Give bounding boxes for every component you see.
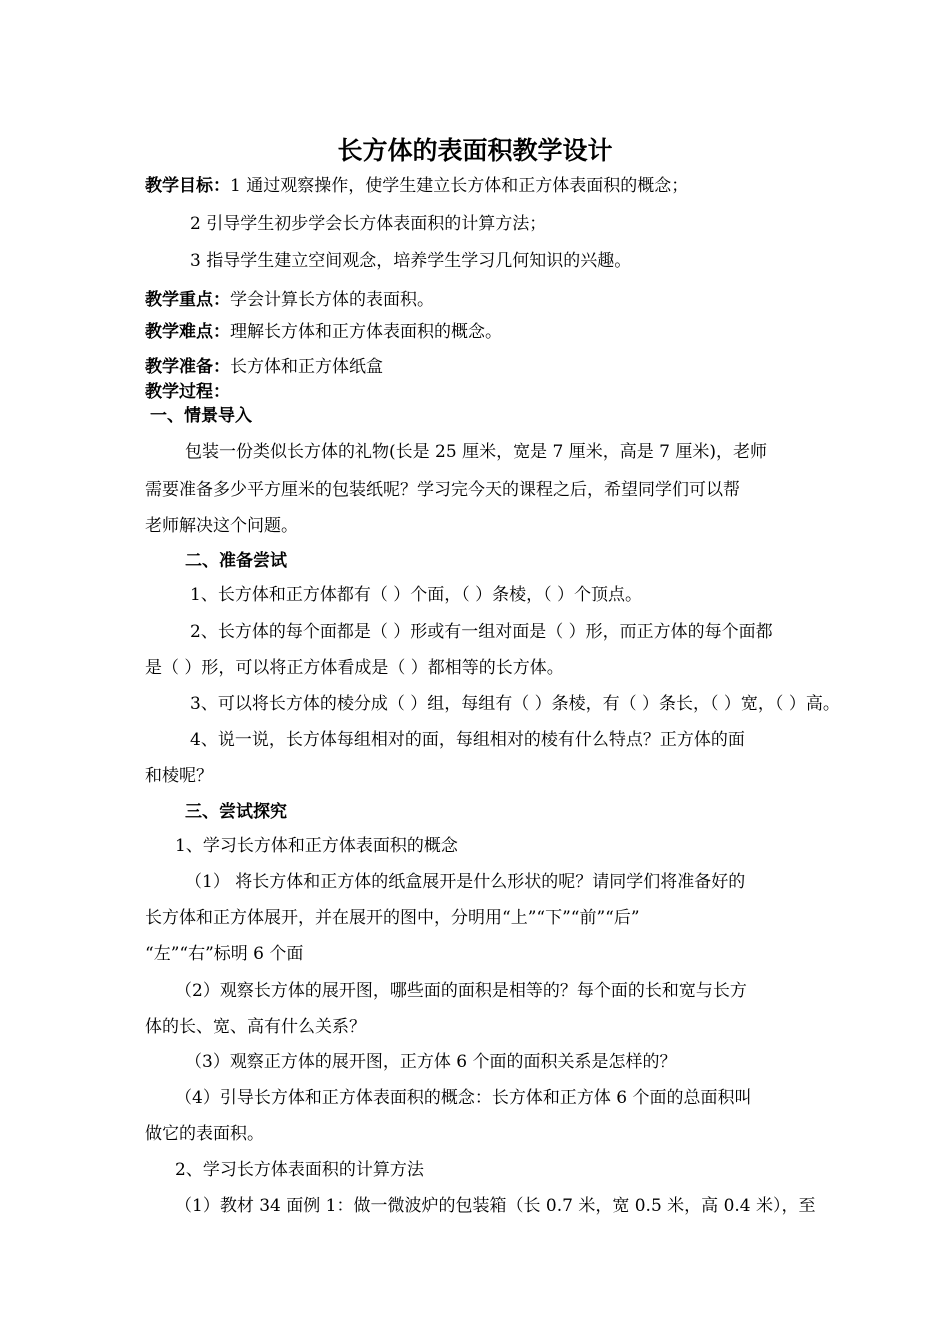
section-1-paragraph-line-1: 包装一份类似长方体的礼物(长是 25 厘米，宽是 7 厘米，高是 7 厘米)，老师 xyxy=(185,442,767,462)
section-3-item-4-line-1: （4）引导长方体和正方体表面积的概念：长方体和正方体 6 个面的总面积叫 xyxy=(175,1088,752,1108)
difficulty-label: 教学难点： xyxy=(145,322,230,342)
objectives-item-2: 2 引导学生初步学会长方体表面积的计算方法； xyxy=(190,214,547,234)
section-3-item-2-line-2: 体的长、宽、高有什么关系？ xyxy=(145,1017,366,1037)
difficulty-line xyxy=(145,320,502,344)
section-3-example-1: （1）教材 34 面例 1：做一微波炉的包装箱（长 0.7 米，宽 0.5 米，高 0.4 米），至 xyxy=(175,1196,816,1216)
key-point-text: 学会计算长方体的表面积。 xyxy=(230,290,434,310)
section-3-subheading-2: 2、学习长方体表面积的计算方法 xyxy=(175,1160,424,1180)
section-3-item-3: （3）观察正方体的展开图，正方体 6 个面的面积关系是怎样的？ xyxy=(185,1052,677,1072)
preparation-line xyxy=(145,355,383,379)
key-point-label: 教学重点： xyxy=(145,290,230,310)
preparation-label: 教学准备： xyxy=(145,357,230,377)
objectives-item-1: 1 通过观察操作，使学生建立长方体和正方体表面积的概念； xyxy=(230,176,689,196)
process-label: 教学过程： xyxy=(145,382,230,402)
section-3-item-1-line-3: “左”“右”标明 6 个面 xyxy=(145,944,304,964)
section-1-heading: 一、情景导入 xyxy=(150,406,252,426)
section-3-heading: 三、尝试探究 xyxy=(185,802,287,822)
section-3-item-4-line-2: 做它的表面积。 xyxy=(145,1124,264,1144)
section-2-question-2-line-2: 是（ ）形，可以将正方体看成是（ ）都相等的长方体。 xyxy=(145,658,564,678)
section-3-subheading-1: 1、学习长方体和正方体表面积的概念 xyxy=(175,836,458,856)
section-3-item-2-line-1: （2）观察长方体的展开图，哪些面的面积是相等的？每个面的长和宽与长方 xyxy=(175,981,747,1001)
section-2-question-1: 1、长方体和正方体都有（ ）个面，（ ）条棱，（ ）个顶点。 xyxy=(190,585,643,605)
section-2-question-4-line-2: 和棱呢？ xyxy=(145,766,213,786)
key-point-line xyxy=(145,288,434,312)
preparation-text: 长方体和正方体纸盒 xyxy=(230,357,383,377)
section-2-heading: 二、准备尝试 xyxy=(185,551,287,571)
section-3-item-1-line-2: 长方体和正方体展开，并在展开的图中，分明用“上”“下”“前”“后” xyxy=(145,908,640,928)
section-1-paragraph-line-2: 需要准备多少平方厘米的包装纸呢？学习完今天的课程之后，希望同学们可以帮 xyxy=(145,480,740,500)
difficulty-text: 理解长方体和正方体表面积的概念。 xyxy=(230,322,502,342)
objectives-label: 教学目标： xyxy=(145,176,230,196)
document-title: 长方体的表面积教学设计 xyxy=(337,136,613,165)
objectives-line xyxy=(145,174,688,198)
section-2-question-2-line-1: 2、长方体的每个面都是（ ）形或有一组对面是（ ）形，而正方体的每个面都 xyxy=(190,622,773,642)
objectives-item-3: 3 指导学生建立空间观念，培养学生学习几何知识的兴趣。 xyxy=(190,251,632,271)
section-2-question-4-line-1: 4、说一说，长方体每组相对的面，每组相对的棱有什么特点？正方体的面 xyxy=(190,730,745,750)
section-3-item-1-line-1: （1） 将长方体和正方体的纸盒展开是什么形状的呢？请同学们将准备好的 xyxy=(185,872,746,892)
section-1-paragraph-line-3: 老师解决这个问题。 xyxy=(145,516,298,536)
section-2-question-3: 3、可以将长方体的棱分成（ ）组，每组有（ ）条棱，有（ ）条长，（ ）宽，（ ）高。 xyxy=(190,694,840,714)
